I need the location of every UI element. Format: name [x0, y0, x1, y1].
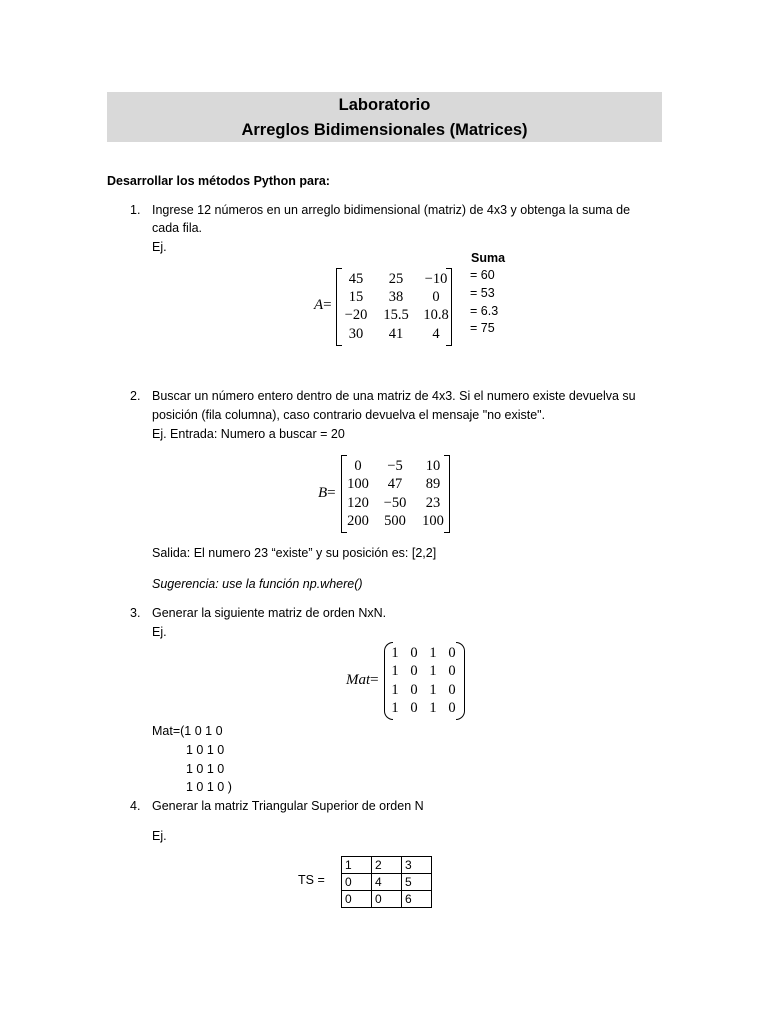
matrix-cell: 23: [425, 495, 441, 511]
item2-number: 2.: [130, 389, 141, 403]
item3-line1: Generar la siguiente matriz de orden NxN.: [152, 606, 387, 620]
matrix-cell: 0: [448, 645, 456, 661]
item1-line2: cada fila.: [152, 221, 203, 235]
matrix-cell: 0: [448, 700, 456, 716]
matrix-cell: 1: [391, 700, 399, 716]
mat-text-line: 1 0 1 0: [186, 762, 225, 776]
matrix-cell: 500: [384, 513, 406, 529]
matrix-cell: 0: [432, 289, 440, 305]
matrix-cell: 15.5: [383, 307, 409, 323]
matrix-cell: 100: [422, 513, 444, 529]
matrix-b-equals: =: [327, 485, 336, 501]
mat-text-line: Mat=(1 0 1 0: [152, 724, 223, 738]
table-cell: 6: [402, 891, 432, 908]
item4-line1: Generar la matriz Triangular Superior de orden N: [152, 799, 424, 813]
item2-line2: posición (fila columna), caso contrario devuelva el mensaje "no existe".: [152, 408, 546, 422]
suma-header: Suma: [471, 251, 506, 265]
table-row: [342, 857, 432, 874]
matrix-cell: 45: [348, 271, 364, 287]
table-cell: 0: [372, 891, 402, 908]
matrix-cell: −5: [387, 458, 403, 474]
item4-example: Ej.: [152, 829, 167, 843]
item4-number: 4.: [130, 799, 141, 813]
matrix-cell: 120: [347, 495, 369, 511]
matrix-cell: 0: [354, 458, 362, 474]
triangular-matrix-table: [341, 856, 432, 908]
table-cell: 0: [342, 891, 372, 908]
matrix-cell: 15: [348, 289, 364, 305]
row-sum: = 53: [470, 286, 495, 300]
table-row: [342, 891, 432, 908]
item3-number: 3.: [130, 606, 141, 620]
matrix-a-equals: =: [323, 297, 332, 313]
matrix-cell: 41: [388, 326, 404, 342]
document-header: [107, 92, 662, 142]
matrix-cell: 0: [410, 682, 418, 698]
table-cell: 4: [372, 874, 402, 891]
matrix-cell: 1: [429, 645, 437, 661]
matrix-cell: 0: [448, 682, 456, 698]
matrix-mat-equals: =: [370, 672, 379, 688]
item3-example: Ej.: [152, 625, 167, 639]
document-subtitle: Arreglos Bidimensionales (Matrices): [241, 121, 528, 139]
item1-line1: Ingrese 12 números en un arreglo bidimensional (matriz) de 4x3 y obtenga la suma de: [152, 203, 631, 217]
matrix-a-label: A: [314, 297, 324, 313]
table-cell: 5: [402, 874, 432, 891]
row-sum: = 6.3: [470, 304, 499, 318]
table-cell: 3: [402, 857, 432, 874]
matrix-cell: 30: [348, 326, 364, 342]
item2-output: Salida: El numero 23 “existe” y su posición es: [2,2]: [152, 546, 437, 560]
item2-line3: Ej. Entrada: Numero a buscar = 20: [152, 427, 345, 441]
table-row: [342, 874, 432, 891]
matrix-cell: 0: [410, 645, 418, 661]
matrix-cell: −10: [424, 271, 448, 287]
matrix-cell: 0: [410, 663, 418, 679]
matrix-cell: 1: [391, 682, 399, 698]
matrix-cell: 38: [388, 289, 404, 305]
matrix-cell: 1: [391, 645, 399, 661]
intro-text: Desarrollar los métodos Python para:: [107, 174, 330, 188]
matrix-cell: −20: [344, 307, 368, 323]
matrix-cell: 10: [425, 458, 441, 474]
table-cell: 0: [342, 874, 372, 891]
matrix-mat-label: Mat: [346, 672, 371, 688]
document-title: Laboratorio: [338, 96, 431, 114]
matrix-cell: 47: [387, 476, 403, 492]
matrix-cell: −50: [383, 495, 407, 511]
item1-example: Ej.: [152, 240, 167, 254]
item2-hint: Sugerencia: use la función np.where(): [152, 577, 363, 591]
table-cell: 1: [342, 857, 372, 874]
row-sum: = 60: [470, 268, 495, 282]
matrix-cell: 1: [429, 700, 437, 716]
matrix-cell: 0: [410, 700, 418, 716]
mat-text-line: 1 0 1 0 ): [186, 780, 232, 794]
matrix-cell: 1: [391, 663, 399, 679]
matrix-cell: 0: [448, 663, 456, 679]
ts-label: TS =: [298, 873, 325, 887]
table-cell: 2: [372, 857, 402, 874]
matrix-cell: 200: [347, 513, 369, 529]
mat-text-line: 1 0 1 0: [186, 743, 225, 757]
matrix-cell: 10.8: [423, 307, 449, 323]
matrix-cell: 25: [388, 271, 404, 287]
matrix-cell: 1: [429, 682, 437, 698]
row-sum: = 75: [470, 321, 495, 335]
matrix-cell: 1: [429, 663, 437, 679]
matrix-cell: 89: [425, 476, 441, 492]
item2-line1: Buscar un número entero dentro de una matriz de 4x3. Si el numero existe devuelva su: [152, 389, 636, 403]
matrix-b-label: B: [318, 485, 328, 501]
matrix-cell: 100: [347, 476, 369, 492]
matrix-cell: 4: [432, 326, 440, 342]
item1-number: 1.: [130, 203, 141, 217]
